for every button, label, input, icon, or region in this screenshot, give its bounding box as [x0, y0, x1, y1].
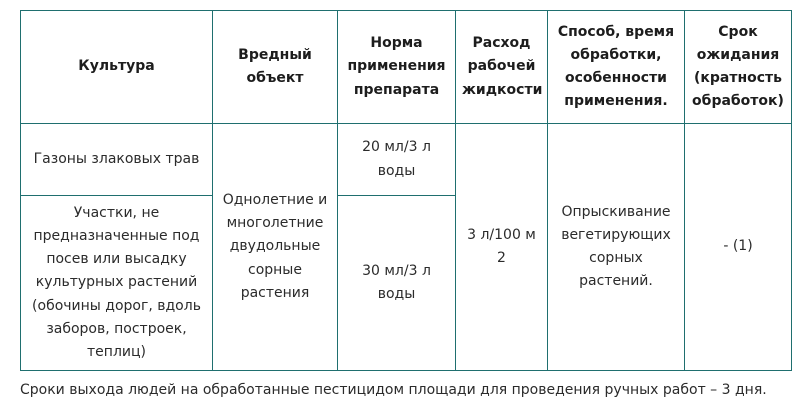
- header-consumption: Расход рабочей жидкости: [456, 11, 548, 124]
- pesticide-usage-table: [20, 10, 792, 371]
- header-method: Способ, время обработки, особенности применения.: [548, 11, 685, 124]
- cell-method: Опрыскивание вегетирующих сорных растений.: [548, 124, 685, 371]
- header-pest: Вредный объект: [213, 11, 338, 124]
- table-header-row: [21, 11, 792, 124]
- header-waiting: Срок ожидания (кратность обработок): [685, 11, 792, 124]
- cell-norm-20: 20 мл/3 л воды: [338, 124, 456, 196]
- header-norm: Норма применения препарата: [338, 11, 456, 124]
- header-culture: Культура: [21, 11, 213, 124]
- cell-waiting: - (1): [685, 124, 792, 371]
- cell-culture-lawns: Газоны злаковых трав: [21, 124, 213, 196]
- cell-culture-areas: Участки, не предназначенные под посев или высадку культурных растений (обочины дорог, вдоль заборов, построек, теплиц): [21, 196, 213, 371]
- cell-consumption: 3 л/100 м 2: [456, 124, 548, 371]
- reentry-note: Сроки выхода людей на обработанные пестицидом площади для проведения ручных работ – 3 дня.: [20, 382, 767, 398]
- cell-norm-30: 30 мл/3 л воды: [338, 196, 456, 371]
- cell-pest: Однолетние и многолетние двудольные сорные растения: [213, 124, 338, 371]
- table-row: [21, 124, 792, 196]
